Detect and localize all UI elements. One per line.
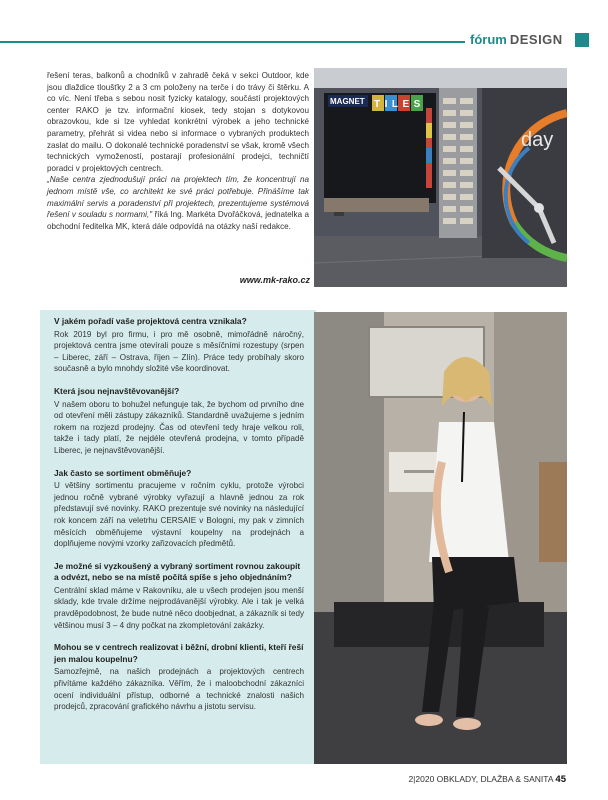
answer-4: Centrální sklad máme v Rakovníku, ale u všech prodejen jsou menší sklady, kde trvale držíme nejprodávanější výrobky. Ale i tak je velká pravděpodobnost, že bude nutné něco doobjednat, a zákazník si tedy většinou musí 3 – 4 dny počkat na zkompletování zakázky. xyxy=(54,585,304,630)
intro-attribution: říká Ing. Markéta Dvořáčková, jednatelka a obchodní ředitelka MK, která dále odpovídá na otázky naší redakce. xyxy=(47,210,309,231)
section-header xyxy=(470,32,563,47)
header-rule xyxy=(0,41,465,43)
intro-quote: „Naše centra zjednodušují práci na projektech tím, že koncentrují na jednom místě vše, co architekt ke své práci potřebuje. Přinášíme tak maximální servis a poradenství při projektech, prezentujeme systémová řešení v souladu s normami," xyxy=(47,175,309,220)
sign-magnet: MAGNET xyxy=(330,97,365,106)
section-name: fórum xyxy=(470,32,507,47)
page-number: 45 xyxy=(555,774,566,785)
showroom-photo xyxy=(314,68,567,287)
question-3: Jak často se sortiment obměňuje? xyxy=(54,467,192,478)
page-footer xyxy=(408,774,566,785)
sign-tiles: TILES xyxy=(374,99,425,110)
wall-word: day xyxy=(521,129,554,151)
website-link[interactable]: www.mk-rako.cz xyxy=(239,275,310,285)
answer-2: V našem oboru to bohužel nefunguje tak, že bychom od prvního dne od otevření měli zástupy zákazníků. Standardně uvažujeme s jedním rokem na rozjezd prodejny. Čas od otevření tedy hraje velkou roli, takže i tady platí, že nejdéle otevřená prodejna, v tomto případě Liberec, je nejnavštěvovanější. xyxy=(54,399,304,455)
answer-5: Samozřejmě, na našich prodejnách a projektových centrech přivítáme každého zákazníka. Věřím, že i maloobchodní zákazníci ocení individuální přístup, odborné a technické znalosti našich prodejců, zpracování grafického návrhu a jistotu servisu. xyxy=(54,667,304,712)
section-subname: DESIGN xyxy=(509,32,563,47)
answer-3: U většiny sortimentu pracujeme v ročním cyklu, protože výrobci jednou ročně vybrané výrobky vyřazují a hlavně jednou za rok představují své novinky. RAKO prezentuje své novinky na následující rok koncem září na veletrhu CERSAIE v Bologni, my pak v zimních měsících obměňujeme výstavní koupelny na prodejnách a doplňujeme novými vzorky zařizovacích předmětů. xyxy=(54,481,304,549)
intro-column xyxy=(47,70,309,232)
portrait-photo xyxy=(314,312,567,764)
intro-paragraph: řešení teras, balkonů a chodníků v zahradě čeká v sekci Outdoor, kde jsou dlaždice tloušťky 2 a 3 cm položeny na terče i do trávy či štěrku. A co víc. Není třeba s sebou nosit fyzicky katalogy, součástí projektových center RAKO je tzv. informační kiosek, tedy stojan s dotykovou obrazovkou, kde si lze vyhledat konkrétní výrobek a jeho technické parametry, přehrát si videa nebo si informace o vybraných produktech zaslat do mailu. O dokonalé technické poradenství se však, kromě všech technických vymožeností, postarají profesionální prodejci, techničtí poradci v projektových centrech. xyxy=(47,71,309,173)
question-1: V jakém pořadí vaše projektová centra vznikala? xyxy=(54,316,247,326)
header-square xyxy=(575,33,589,47)
question-4: Je možné si vyzkoušený a vybraný sortiment rovnou zakoupit a odvézt, nebo se na místě počítá spíše s jeho objednáním? xyxy=(54,560,301,583)
interview-column xyxy=(54,316,304,724)
question-2: Která jsou nejnavštěvovanější? xyxy=(54,385,180,396)
intro-quote-block xyxy=(47,174,309,232)
question-5: Mohou se v centrech realizovat i běžní, drobní klienti, kteří řeší jen malou koupelnu? xyxy=(54,642,304,664)
issue-label: 2|2020 OBKLADY, DLAŽBA & SANITA xyxy=(408,774,554,784)
answer-1: Rok 2019 byl pro firmu, i pro mě osobně, mimořádně náročný, projektová centra jsme otevírali pouze s měsíčními rozestupy (srpen – Liberec, září – Ostrava, říjen – Zlín). Práce tedy probíhaly skoro současně a bylo mnohdy složité vše koordinovat. xyxy=(54,329,304,374)
